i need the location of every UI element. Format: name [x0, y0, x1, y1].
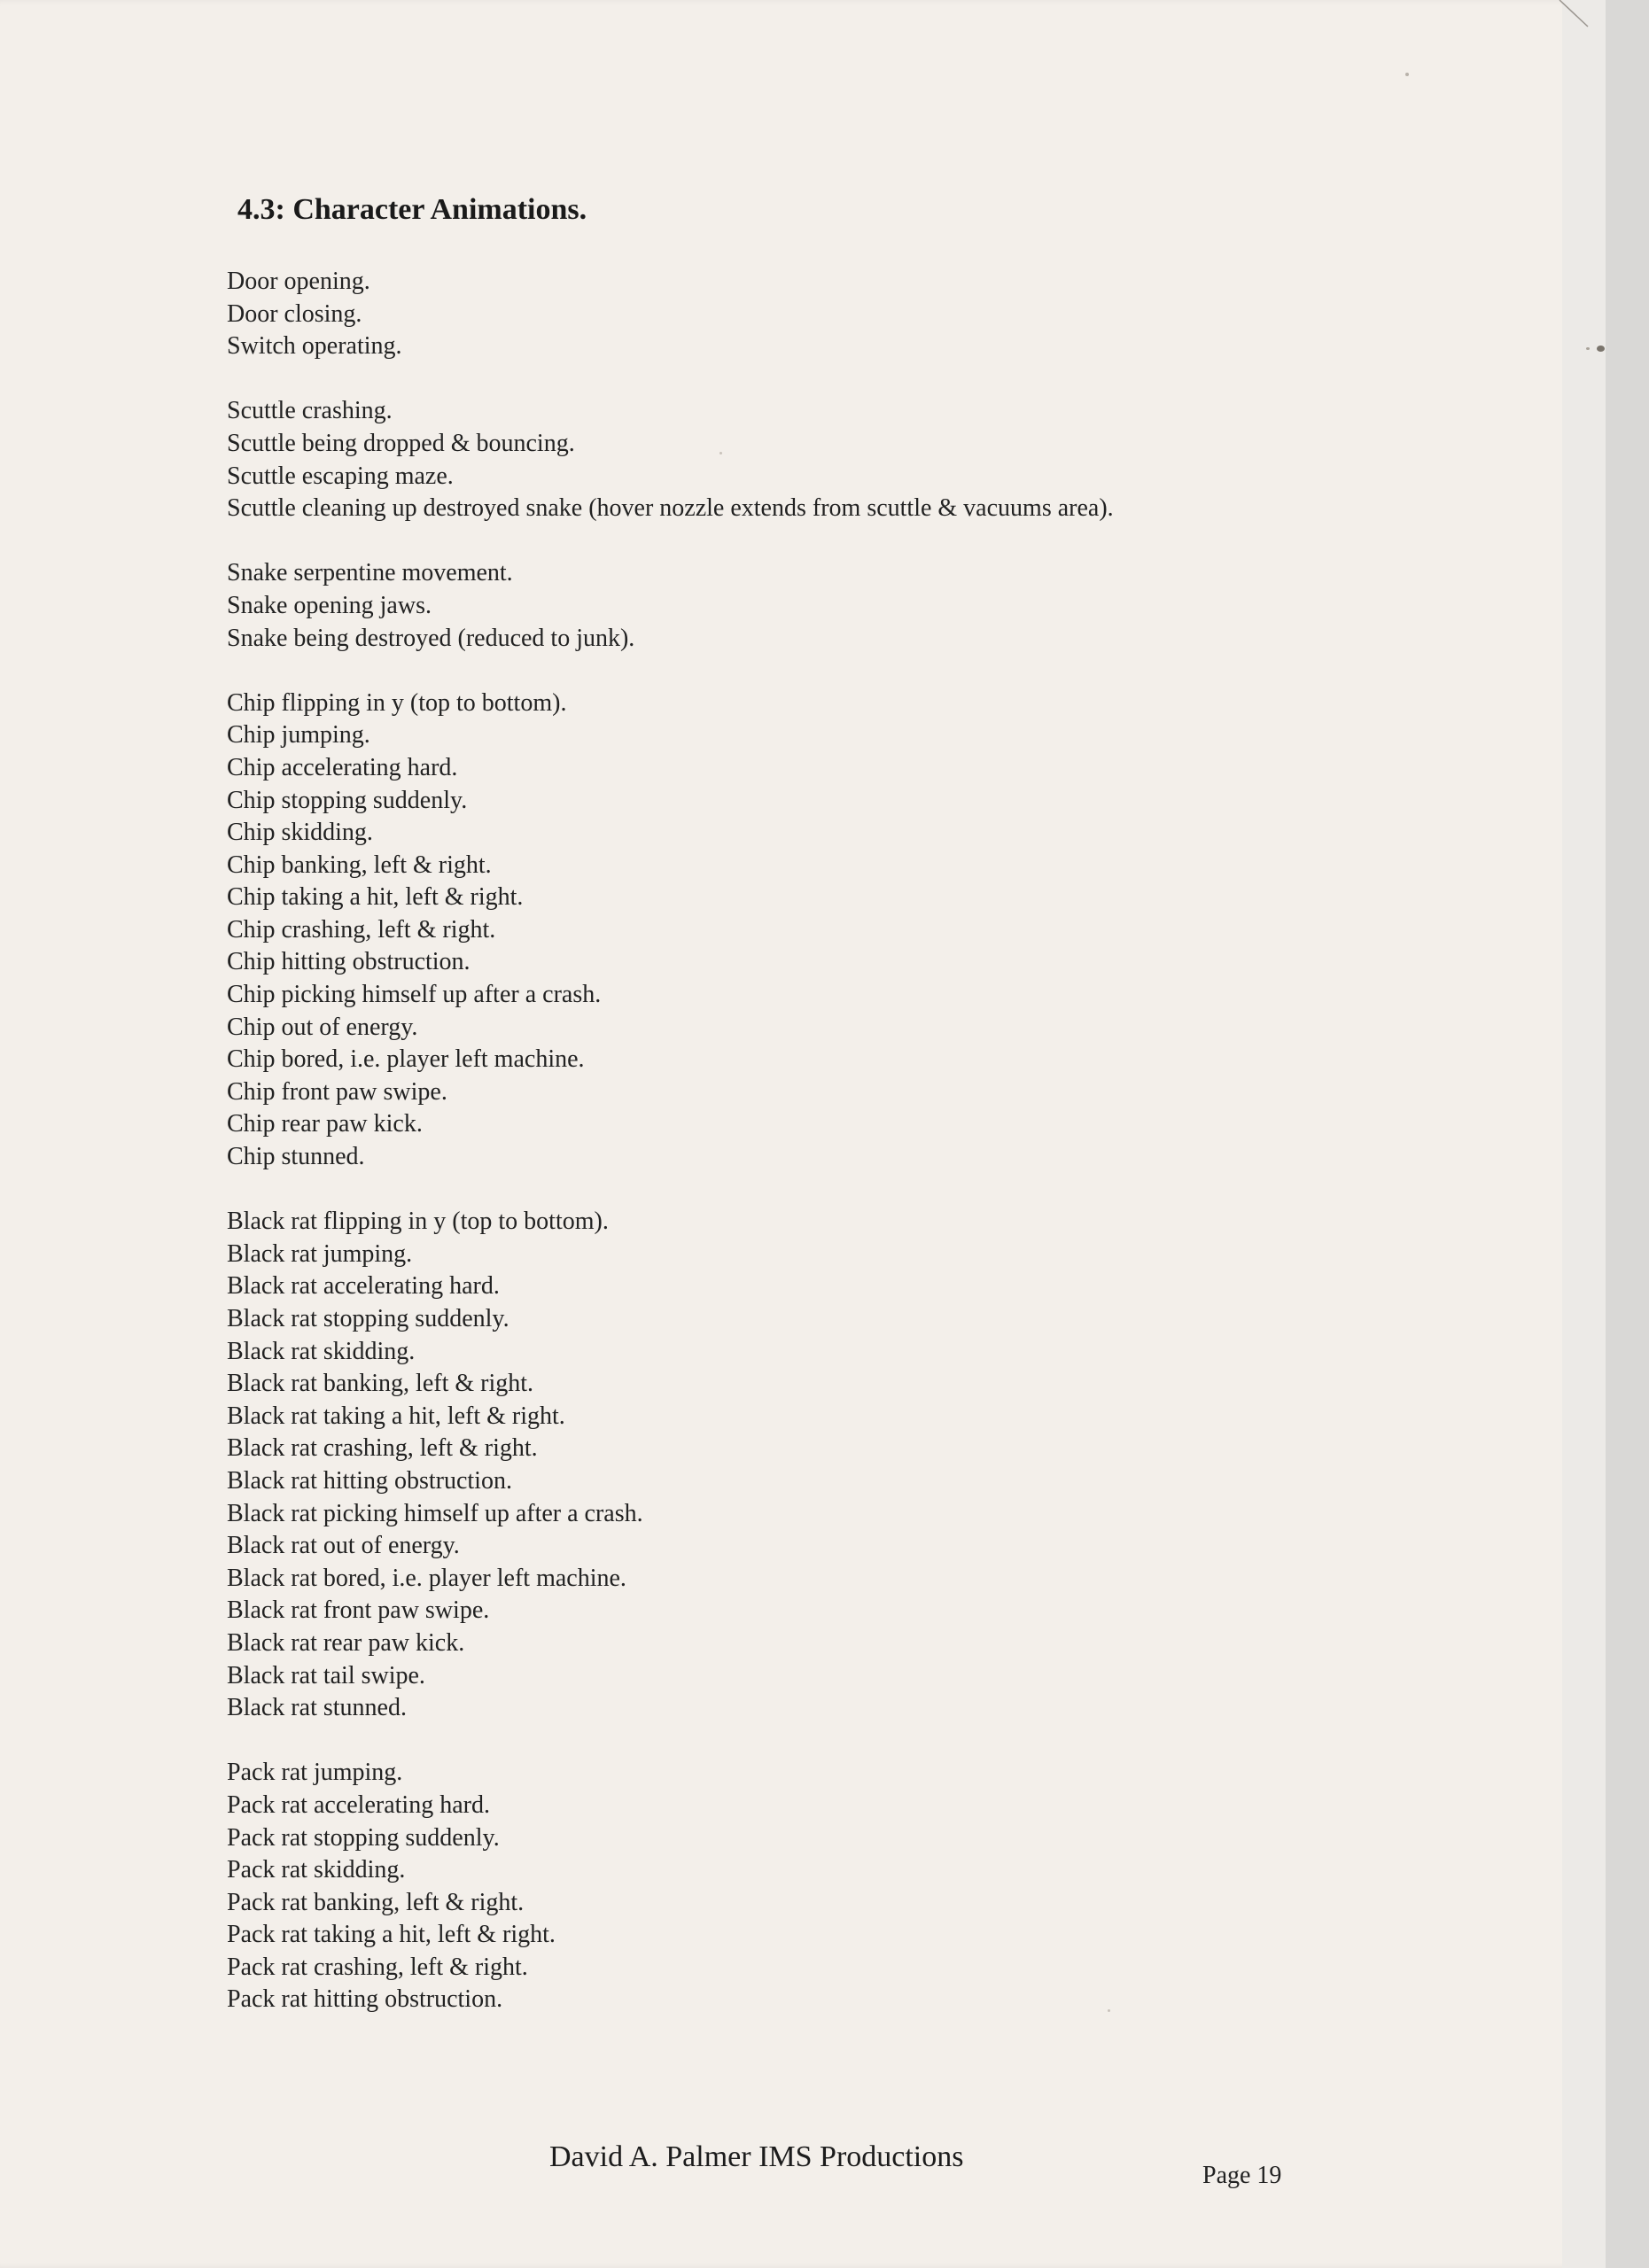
animation-list-item: Snake opening jaws.: [227, 591, 432, 619]
animation-list-item: Chip front paw swipe.: [227, 1077, 447, 1106]
animation-group: [227, 557, 1202, 655]
footer-company: David A. Palmer IMS Productions: [549, 2140, 964, 2173]
animation-list-item: Scuttle escaping maze.: [227, 462, 454, 490]
paper-speck: [1586, 347, 1590, 350]
animation-group: [227, 1206, 1202, 1725]
animation-list-item: Scuttle cleaning up destroyed snake (hover nozzle extends from scuttle & vacuums area).: [227, 494, 1114, 523]
animation-list-item: Pack rat hitting obstruction.: [227, 1985, 503, 2014]
animation-list-item: Black rat jumping.: [227, 1239, 413, 1268]
animation-list-item: Switch operating.: [227, 332, 402, 361]
animation-list-item: Chip hitting obstruction.: [227, 948, 471, 976]
animation-list-item: Pack rat jumping.: [227, 1759, 403, 1787]
animation-list: [227, 266, 1202, 2049]
animation-list-item: Chip stunned.: [227, 1143, 365, 1171]
page-number: Page 19: [1202, 2162, 1282, 2189]
animation-list-item: Chip banking, left & right.: [227, 850, 492, 879]
animation-group: [227, 266, 1202, 363]
animation-list-item: Black rat crashing, left & right.: [227, 1434, 538, 1463]
animation-list-item: Black rat skidding.: [227, 1337, 416, 1365]
animation-list-item: Pack rat stopping suddenly.: [227, 1823, 500, 1852]
animation-list-item: Black rat tail swipe.: [227, 1661, 425, 1689]
animation-list-item: Black rat taking a hit, left & right.: [227, 1402, 565, 1430]
page-edge-shadow: [1562, 0, 1606, 2268]
animation-list-item: Chip accelerating hard.: [227, 753, 458, 781]
paper-speck: [1108, 2009, 1110, 2012]
animation-list-item: Door closing.: [227, 299, 362, 328]
animation-list-item: Pack rat skidding.: [227, 1856, 406, 1884]
animation-list-item: Pack rat taking a hit, left & right.: [227, 1921, 556, 1949]
paper-speck: [719, 452, 722, 454]
animation-list-item: Chip jumping.: [227, 721, 370, 750]
animation-list-item: Snake being destroyed (reduced to junk).: [227, 624, 635, 652]
animation-group: [227, 687, 1202, 1174]
animation-list-item: Black rat out of energy.: [227, 1532, 460, 1560]
animation-list-item: Black rat stunned.: [227, 1694, 407, 1722]
animation-list-item: Snake serpentine movement.: [227, 559, 513, 587]
animation-list-item: Chip flipping in y (top to bottom).: [227, 688, 567, 717]
animation-group: [227, 1757, 1202, 2016]
animation-list-item: Black rat bored, i.e. player left machine.: [227, 1564, 626, 1592]
animation-list-item: Chip crashing, left & right.: [227, 915, 496, 944]
corner-fold-mark: [1552, 0, 1606, 35]
animation-list-item: Chip out of energy.: [227, 1013, 418, 1041]
animation-list-item: Chip skidding.: [227, 819, 373, 847]
animation-list-item: Black rat rear paw kick.: [227, 1628, 465, 1657]
animation-list-item: Chip picking himself up after a crash.: [227, 981, 602, 1009]
animation-list-item: Pack rat crashing, left & right.: [227, 1953, 528, 1981]
animation-list-item: Black rat picking himself up after a crash.: [227, 1499, 643, 1527]
animation-list-item: Scuttle crashing.: [227, 397, 393, 425]
animation-list-item: Door opening.: [227, 268, 370, 295]
paper-speck: [1405, 73, 1409, 76]
animation-list-item: Chip rear paw kick.: [227, 1110, 423, 1138]
animation-list-item: Black rat hitting obstruction.: [227, 1466, 512, 1495]
animation-group: [227, 395, 1202, 524]
animation-list-item: Pack rat accelerating hard.: [227, 1790, 490, 1819]
paper-speck: [1597, 346, 1605, 352]
animation-list-item: Pack rat banking, left & right.: [227, 1888, 525, 1916]
animation-list-item: Scuttle being dropped & bouncing.: [227, 429, 575, 457]
animation-list-item: Chip taking a hit, left & right.: [227, 883, 524, 912]
animation-list-item: Chip bored, i.e. player left machine.: [227, 1045, 585, 1074]
animation-list-item: Black rat flipping in y (top to bottom).: [227, 1208, 609, 1236]
animation-list-item: Black rat stopping suddenly.: [227, 1305, 509, 1332]
animation-list-item: Black rat banking, left & right.: [227, 1370, 534, 1398]
animation-list-item: Black rat accelerating hard.: [227, 1272, 500, 1301]
animation-list-item: Chip stopping suddenly.: [227, 786, 468, 814]
animation-list-item: Black rat front paw swipe.: [227, 1596, 490, 1625]
section-heading: 4.3: Character Animations.: [237, 193, 587, 226]
